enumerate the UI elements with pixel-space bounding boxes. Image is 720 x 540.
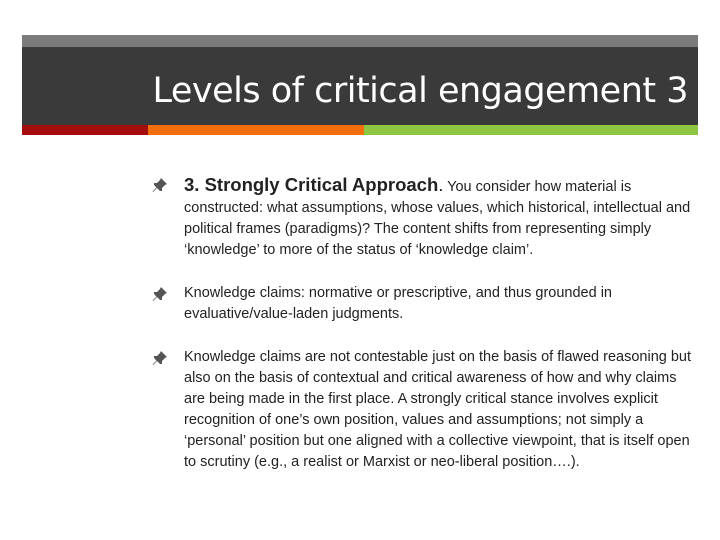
- bullet-text: Knowledge claims: normative or prescriptive, and thus grounded in evaluative/value-laden judgments.: [184, 285, 612, 322]
- pushpin-icon: [152, 286, 168, 302]
- bullet-item: [150, 283, 695, 325]
- pushpin-icon: [152, 177, 168, 193]
- bullet-lead-period: .: [438, 174, 444, 195]
- bullet-text: You consider how material is constructed: what assumptions, whose values, which historical, intellectual and political frames (paradigms)? The content shifts from representing simply ‘knowledge’ to more of the status of ‘knowledge claim’.: [184, 179, 691, 258]
- bullet-lead: 3. Strongly Critical Approach: [184, 174, 439, 195]
- bullet-item: [150, 174, 695, 261]
- accent-stripe-orange: [148, 125, 364, 135]
- title-bar: [22, 35, 698, 125]
- bullet-item: [150, 347, 695, 473]
- accent-stripe-red: [22, 125, 148, 135]
- accent-stripe-green: [364, 125, 698, 135]
- slide-title: Levels of critical engagement 3: [152, 71, 688, 111]
- bullet-list: [150, 174, 695, 473]
- bullet-text: Knowledge claims are not contestable just on the basis of flawed reasoning but also on the basis of contextual and critical awareness of how and why claims are being made in the first place. A strongly critical stance involves explicit recognition of one’s own position, values and assumptions; not simply a ‘personal’ position but one aligned with a collective viewpoint, that is itself open to scrutiny (e.g., a realist or Marxist or neo-liberal position….).: [184, 349, 692, 470]
- pushpin-icon: [152, 350, 168, 366]
